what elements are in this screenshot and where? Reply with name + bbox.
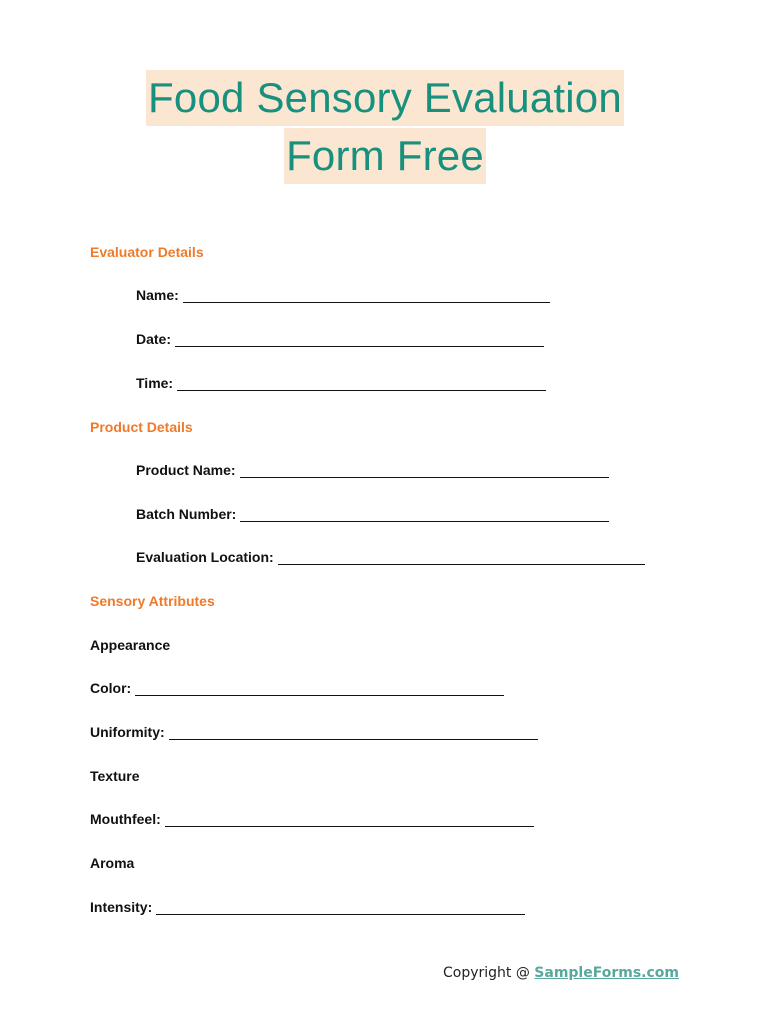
title-line-1: Food Sensory Evaluation <box>146 70 624 126</box>
batch-number-input-line[interactable] <box>240 508 609 522</box>
subheading-appearance: Appearance <box>90 637 171 653</box>
document-title <box>0 70 770 184</box>
uniformity-input-line[interactable] <box>169 726 538 740</box>
time-field[interactable] <box>136 375 546 391</box>
intensity-field[interactable] <box>90 899 525 915</box>
evaluation-location-input-line[interactable] <box>278 551 645 565</box>
section-heading-product: Product Details <box>90 419 193 435</box>
footer-copyright <box>443 965 679 981</box>
mouthfeel-field[interactable] <box>90 811 534 827</box>
color-label: Color: <box>90 680 132 696</box>
brand-link[interactable]: SampleForms.com <box>534 965 679 981</box>
product-name-input-line[interactable] <box>240 464 609 478</box>
uniformity-field[interactable] <box>90 724 538 740</box>
time-label: Time: <box>136 375 174 391</box>
intensity-input-line[interactable] <box>156 901 525 915</box>
mouthfeel-label: Mouthfeel: <box>90 811 161 827</box>
evaluation-location-field[interactable] <box>136 549 645 565</box>
product-name-field[interactable] <box>136 462 609 478</box>
evaluation-location-label: Evaluation Location: <box>136 549 274 565</box>
batch-number-field[interactable] <box>136 506 609 522</box>
subheading-aroma: Aroma <box>90 855 135 871</box>
time-input-line[interactable] <box>177 377 546 391</box>
uniformity-label: Uniformity: <box>90 724 165 740</box>
copyright-text: Copyright @ <box>442 965 535 981</box>
section-heading-evaluator: Evaluator Details <box>90 244 204 260</box>
intensity-label: Intensity: <box>90 899 153 915</box>
color-field[interactable] <box>90 680 504 696</box>
date-label: Date: <box>136 331 172 347</box>
name-label: Name: <box>136 287 179 303</box>
section-heading-sensory: Sensory Attributes <box>90 593 215 609</box>
product-name-label: Product Name: <box>136 462 236 478</box>
subheading-texture: Texture <box>90 768 140 784</box>
color-input-line[interactable] <box>135 682 504 696</box>
title-line-2: Form Free <box>284 128 486 184</box>
batch-number-label: Batch Number: <box>136 506 237 522</box>
date-field[interactable] <box>136 331 544 347</box>
name-input-line[interactable] <box>183 289 550 303</box>
date-input-line[interactable] <box>175 333 544 347</box>
mouthfeel-input-line[interactable] <box>165 813 534 827</box>
name-field[interactable] <box>136 287 550 303</box>
